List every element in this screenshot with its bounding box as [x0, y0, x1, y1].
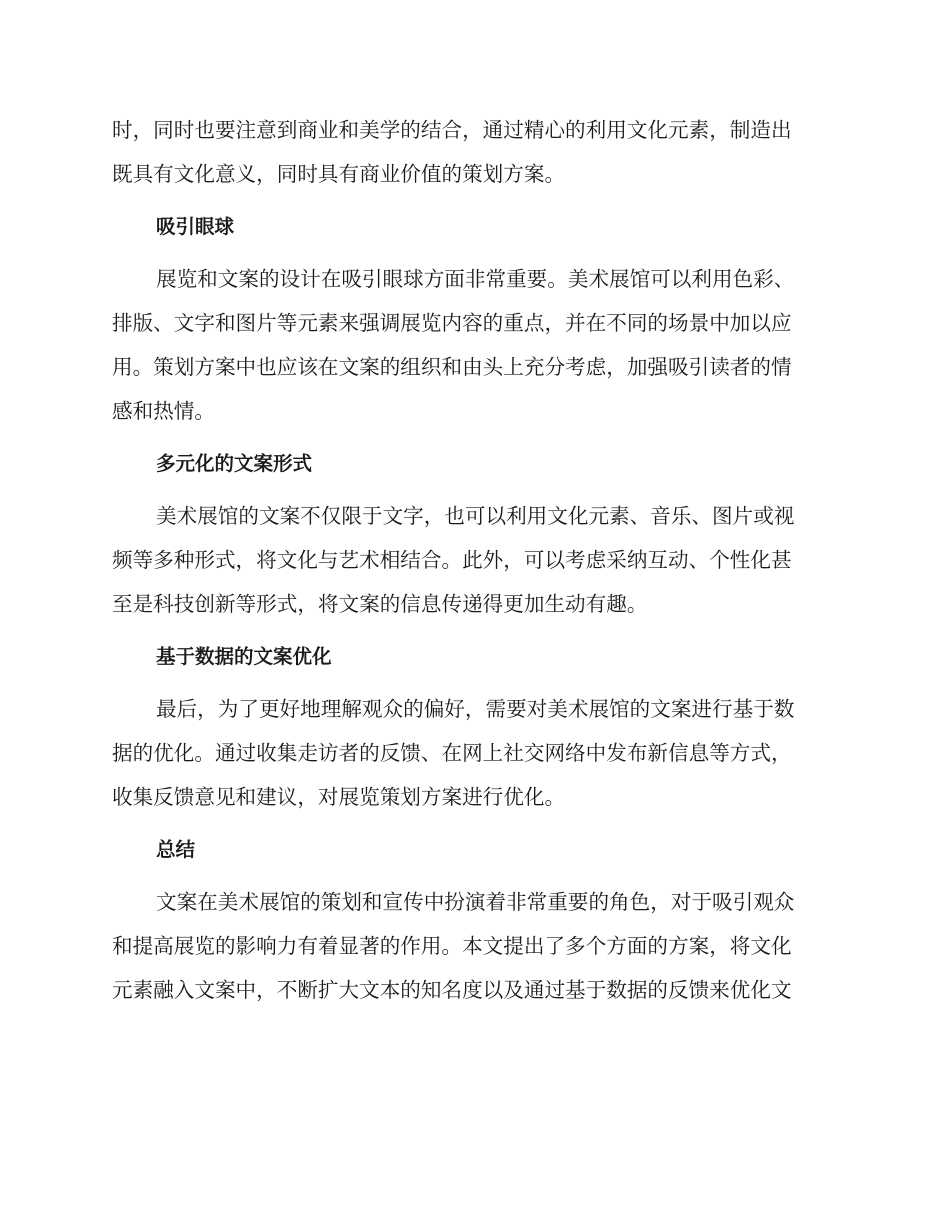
- paragraph-diverse-forms: [112, 494, 830, 627]
- text-line: 据的优化。通过收集走访者的反馈、在网上社交网络中发布新信息等方式，: [112, 740, 792, 765]
- text-line: 最后，为了更好地理解观众的偏好，需要对美术展馆的文案进行基于数: [156, 696, 795, 721]
- text-line: 美术展馆的文案不仅限于文字，也可以利用文化元素、音乐、图片或视: [156, 503, 795, 528]
- document-page: [112, 108, 830, 1012]
- text-line: 文案在美术展馆的策划和宣传中扮演着非常重要的角色，对于吸引观众: [156, 889, 795, 914]
- text-line: 排版、文字和图片等元素来强调展览内容的重点，并在不同的场景中加以应: [112, 310, 792, 335]
- text-line: 频等多种形式，将文化与艺术相结合。此外，可以考虑采纳互动、个性化甚: [112, 548, 792, 573]
- section-heading-data-optimization: 基于数据的文案优化: [156, 644, 332, 668]
- text-line: 至是科技创新等形式，将文案的信息传递得更加生动有趣。: [112, 592, 648, 617]
- text-line: 收集反馈意见和建议，对展览策划方案进行优化。: [112, 785, 566, 810]
- paragraph-summary: [112, 880, 830, 1013]
- paragraph-data-optimization: [112, 687, 830, 820]
- text-line: 展览和文案的设计在吸引眼球方面非常重要。美术展馆可以利用色彩、: [156, 266, 795, 291]
- paragraph-continuation: [112, 108, 830, 197]
- paragraph-attract-attention: [112, 257, 830, 434]
- section-heading-diverse-forms: 多元化的文案形式: [156, 451, 313, 475]
- text-line: 元素融入文案中，不断扩大文本的知名度以及通过基于数据的反馈来优化文: [112, 978, 792, 1003]
- text-line: 用。策划方案中也应该在文案的组织和由头上充分考虑，加强吸引读者的情: [112, 355, 792, 380]
- text-line: 感和热情。: [112, 399, 215, 424]
- section-heading-attract-attention: 吸引眼球: [156, 214, 235, 238]
- text-line: 和提高展览的影响力有着显著的作用。本文提出了多个方面的方案，将文化: [112, 933, 792, 958]
- text-line: 时，同时也要注意到商业和美学的结合，通过精心的利用文化元素，制造出: [112, 118, 792, 142]
- section-heading-summary: 总结: [156, 837, 196, 861]
- text-line: 既具有文化意义，同时具有商业价值的策划方案。: [112, 162, 566, 187]
